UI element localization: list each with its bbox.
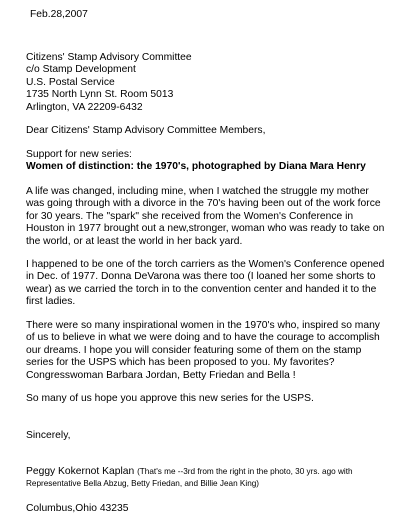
subject (26, 149, 414, 174)
paragraph-line: wear) as we carried the torch in to the convention center and handed it to the (26, 283, 377, 295)
salutation: Dear Citizens' Stamp Advisory Committee Members, (26, 125, 266, 136)
paragraph-line: was going through with a divorce in the 70's having been out of the work force (26, 198, 381, 210)
letter-date: Feb.28,2007 (30, 9, 88, 20)
signer-location: Columbus,Ohio 43235 (26, 503, 129, 514)
paragraph-1 (26, 186, 414, 248)
paragraph-line: of us to believe in what we were doing and to have the courage to accomplish (26, 332, 380, 344)
closing: Sincerely, (26, 430, 71, 441)
paragraph-3 (26, 320, 414, 382)
address-line: c/o Stamp Development (26, 64, 136, 76)
signer-note: (That's me --3rd from the right in the photo, 30 yrs. ago with (137, 467, 353, 476)
signer-name: Peggy Kokernot Kaplan (26, 466, 135, 477)
paragraph-line: Congresswoman Barbara Jordan, Betty Friedan and Bella ! (26, 369, 296, 381)
paragraph-line: A life was changed, including mine, when I watched the struggle my mother (26, 186, 369, 197)
paragraph-line: the world, or at least the world in her back yard. (26, 235, 243, 247)
address-line: 1735 North Lynn St. Room 5013 (26, 89, 174, 101)
paragraph-line: our dreams. I hope you will consider featuring some of them on the stamp (26, 344, 362, 356)
signature-block (26, 466, 414, 491)
paragraph-line: first ladies. (26, 296, 76, 308)
paragraph-line: for 30 years. The "spark" she received from the Women's Conference in (26, 210, 354, 222)
paragraph-line: I happened to be one of the torch carriers as the Women's Conference opened (26, 259, 385, 270)
address-line: Citizens' Stamp Advisory Committee (26, 52, 192, 63)
paragraph-line: in Dec. of 1977. Donna DeVarona was there too (I loaned her some shorts to (26, 271, 376, 283)
series-title: Women of distinction: the 1970's, photographed by Diana Mara Henry (26, 161, 366, 173)
recipient-address (26, 52, 414, 114)
paragraph-line: series for the USPS which has been proposed to you. My favorites? (26, 357, 335, 369)
address-line: Arlington, VA 22209-6432 (26, 101, 143, 113)
paragraph-2 (26, 259, 414, 309)
paragraph-line: Houston in 1977 brought out a new,stronger, woman who was ready to take on (26, 223, 385, 235)
address-line: U.S. Postal Service (26, 76, 115, 88)
signer-note-continued: Representative Bella Abzug, Betty Friedan, and Billie Jean King) (26, 479, 260, 489)
paragraph-line: There were so many inspirational women in the 1970's who, inspired so many (26, 320, 380, 331)
paragraph-4: So many of us hope you approve this new series for the USPS. (26, 393, 314, 404)
support-line: Support for new series: (26, 149, 132, 160)
